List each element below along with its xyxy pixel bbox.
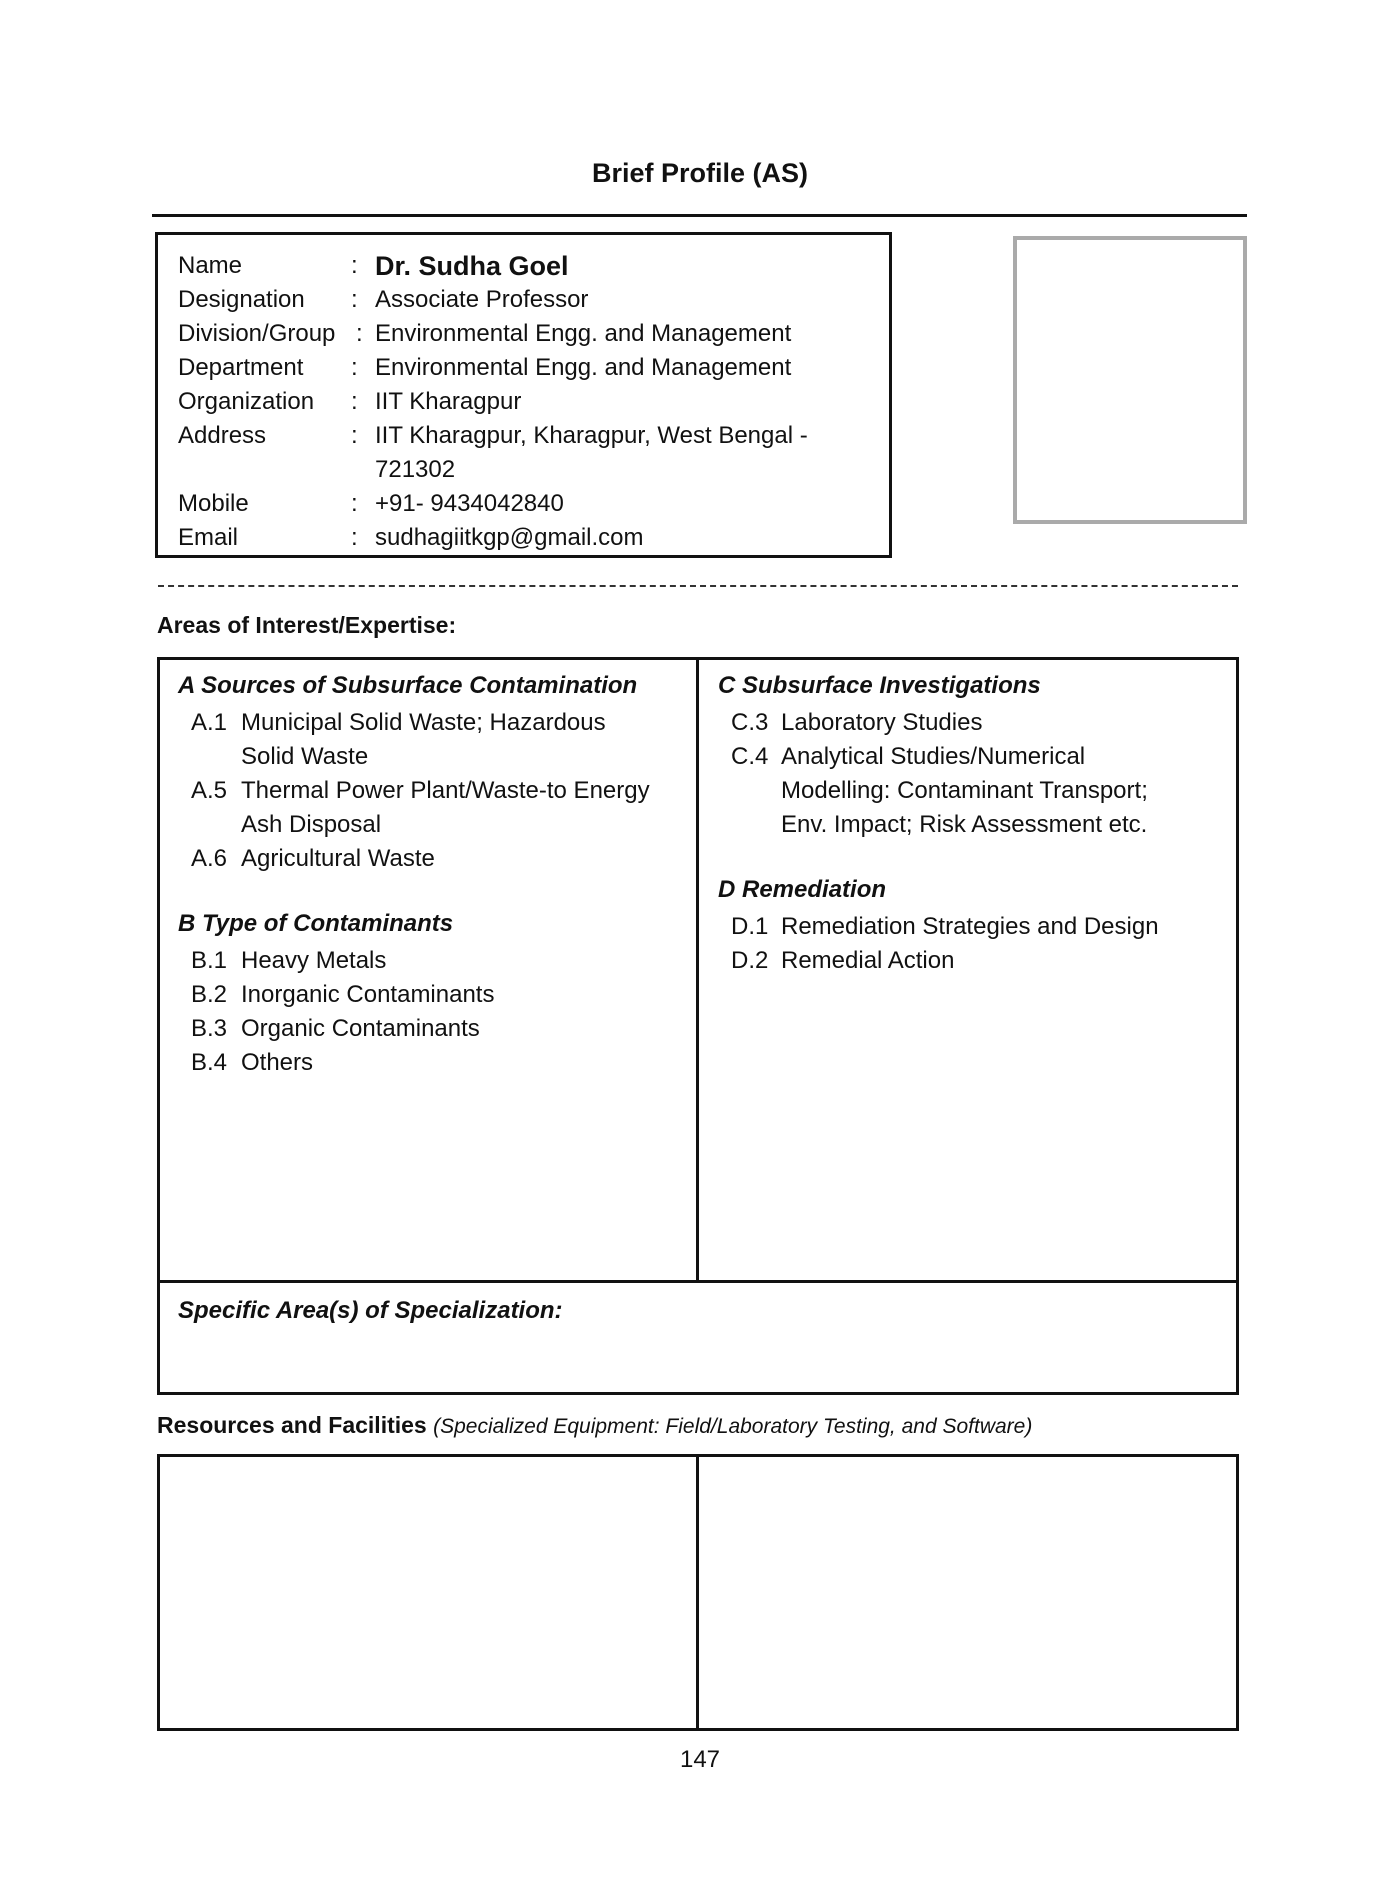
item-text: Modelling: Contaminant Transport; — [781, 777, 1148, 804]
list-item-cont — [191, 808, 691, 842]
resources-heading-bold: Resources and Facilities — [157, 1412, 427, 1438]
list-item-cont — [731, 808, 1231, 842]
item-text: Agricultural Waste — [241, 845, 435, 872]
profile-label: Email — [178, 524, 239, 551]
item-code: B.4 — [191, 1049, 228, 1076]
item-text: Organic Contaminants — [241, 1015, 480, 1042]
item-code: C.4 — [731, 743, 769, 770]
list-item — [191, 1012, 691, 1046]
page-number: 147 — [679, 1746, 721, 1773]
item-text: Analytical Studies/Numerical — [781, 743, 1086, 770]
title-divider — [152, 214, 1247, 217]
group-b-title: B Type of Contaminants — [178, 910, 454, 937]
item-text: Env. Impact; Risk Assessment etc. — [781, 811, 1148, 838]
profile-label: Designation — [178, 286, 305, 313]
list-item — [191, 706, 691, 740]
list-item — [191, 944, 691, 978]
item-code: B.1 — [191, 947, 228, 974]
item-text: Laboratory Studies — [781, 709, 983, 736]
profile-value: sudhagiitkgp@gmail.com — [375, 524, 644, 551]
item-code: D.1 — [731, 913, 769, 940]
profile-colon: : — [351, 286, 358, 313]
group-a-title: A Sources of Subsurface Contamination — [178, 672, 638, 699]
dashed-separator — [158, 585, 1238, 587]
item-text: Remediation Strategies and Design — [781, 913, 1159, 940]
item-text: Municipal Solid Waste; Hazardous — [241, 709, 606, 736]
list-item — [731, 706, 1231, 740]
profile-colon: : — [351, 524, 358, 551]
list-item — [191, 1046, 691, 1080]
profile-value: +91- 9434042840 — [375, 490, 564, 517]
list-item — [731, 944, 1231, 978]
resources-column-divider — [696, 1454, 699, 1731]
resources-heading — [157, 1412, 1032, 1439]
profile-colon: : — [351, 388, 358, 415]
profile-value: IIT Kharagpur — [375, 388, 522, 415]
profile-value: Environmental Engg. and Management — [375, 320, 792, 347]
profile-colon: : — [351, 422, 358, 449]
row-divider — [157, 1280, 1239, 1283]
profile-label: Name — [178, 252, 243, 279]
photo-placeholder — [1013, 236, 1247, 524]
item-code: A.6 — [191, 845, 228, 872]
list-item — [191, 774, 691, 808]
resources-heading-italic: (Specialized Equipment: Field/Laboratory Testing, and Software) — [433, 1415, 1033, 1438]
profile-value: Associate Professor — [375, 286, 589, 313]
profile-value: 721302 — [375, 456, 456, 483]
item-text: Solid Waste — [241, 743, 369, 770]
profile-box — [155, 232, 892, 558]
profile-colon: : — [356, 320, 363, 347]
specialization-heading: Specific Area(s) of Specialization: — [178, 1297, 563, 1324]
item-code: B.3 — [191, 1015, 228, 1042]
profile-colon: : — [351, 490, 358, 517]
profile-label: Organization — [178, 388, 315, 415]
profile-value: IIT Kharagpur, Kharagpur, West Bengal - — [375, 422, 808, 449]
item-code: C.3 — [731, 709, 769, 736]
profile-label: Address — [178, 422, 267, 449]
profile-value: Environmental Engg. and Management — [375, 354, 792, 381]
list-item — [731, 910, 1231, 944]
item-code: A.5 — [191, 777, 228, 804]
list-item — [731, 740, 1231, 774]
group-d-title: D Remediation — [718, 876, 887, 903]
list-item-cont — [191, 740, 691, 774]
areas-of-interest-heading: Areas of Interest/Expertise: — [157, 612, 457, 638]
group-c-title: C Subsurface Investigations — [718, 672, 1041, 699]
item-text: Heavy Metals — [241, 947, 387, 974]
profile-colon: : — [351, 252, 358, 279]
profile-label: Department — [178, 354, 304, 381]
list-item-cont — [731, 774, 1231, 808]
item-text: Remedial Action — [781, 947, 955, 974]
item-code: B.2 — [191, 981, 228, 1008]
page-title: Brief Profile (AS) — [591, 158, 809, 188]
profile-label: Mobile — [178, 490, 249, 517]
profile-label: Division/Group — [178, 320, 336, 347]
profile-value: Dr. Sudha Goel — [375, 251, 569, 281]
item-text: Ash Disposal — [241, 811, 382, 838]
item-text: Others — [241, 1049, 314, 1076]
item-text: Inorganic Contaminants — [241, 981, 495, 1008]
item-code: A.1 — [191, 709, 228, 736]
list-item — [191, 978, 691, 1012]
profile-colon: : — [351, 354, 358, 381]
list-item — [191, 842, 691, 876]
item-text: Thermal Power Plant/Waste-to Energy — [241, 777, 650, 804]
item-code: D.2 — [731, 947, 769, 974]
